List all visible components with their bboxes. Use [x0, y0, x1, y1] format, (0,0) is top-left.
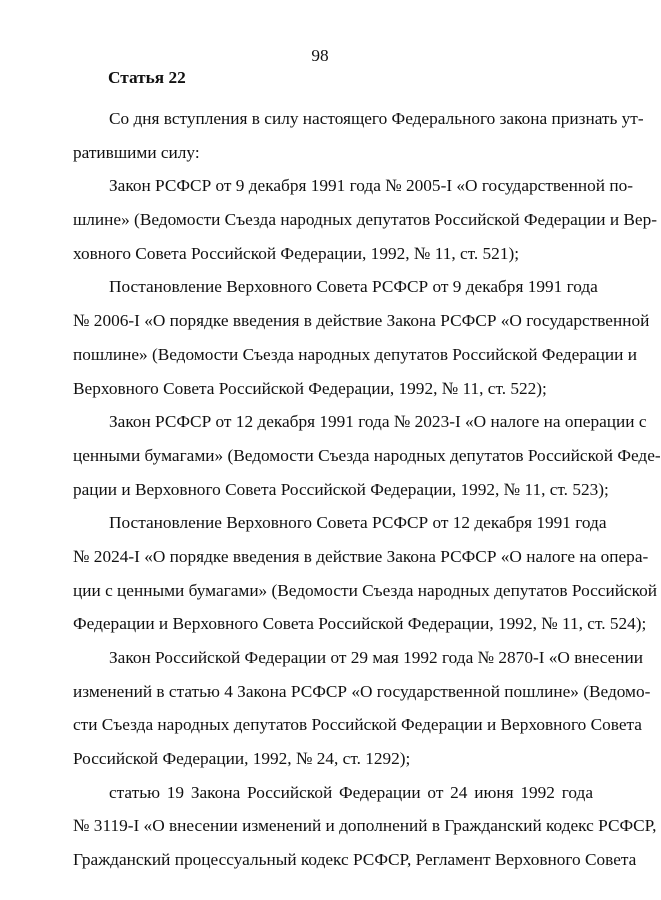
- text-line: Закон Российской Федерации от 29 мая 1992 года № 2870-I «О внесении: [109, 648, 644, 667]
- text-line: Российской Федерации, 1992, № 24, ст. 1292);: [73, 749, 411, 769]
- text-line: ховного Совета Российской Федерации, 1992, № 11, ст. 521);: [73, 243, 520, 263]
- text-line: Закон РСФСР от 12 декабря 1991 года № 2023-I «О налоге на операции с: [109, 412, 647, 432]
- paragraph: [73, 776, 657, 877]
- paragraph: [73, 405, 661, 506]
- text-line: Верховного Совета Российской Федерации, 1992, № 11, ст. 522);: [73, 378, 547, 398]
- text-line: № 2006-I «О порядке введения в действие Закона РСФСР «О государственной: [73, 311, 650, 331]
- article-title: Статья 22: [108, 68, 186, 87]
- body-text: [73, 102, 661, 877]
- text-line: изменений в статью 4 Закона РСФСР «О государственной пошлине» (Ведомо-: [73, 681, 651, 701]
- text-line: Со дня вступления в силу настоящего Федерального закона признать ут-: [109, 109, 644, 128]
- text-line: шлине» (Ведомости Съезда народных депутатов Российской Федерации и Вер-: [73, 210, 658, 230]
- text-line: № 3119-I «О внесении изменений и дополнений в Гражданский кодекс РСФСР,: [73, 816, 657, 836]
- text-line: ратившими силу:: [73, 142, 200, 162]
- text-line: сти Съезда народных депутатов Российской Федерации и Верховного Совета: [73, 715, 642, 735]
- text-line: Постановление Верховного Совета РСФСР от 9 декабря 1991 года: [109, 277, 598, 297]
- text-line: Закон РСФСР от 9 декабря 1991 года № 2005-I «О государственной по-: [109, 176, 633, 196]
- text-line: Постановление Верховного Совета РСФСР от 12 декабря 1991 года: [109, 513, 607, 533]
- text-line: пошлине» (Ведомости Съезда народных депутатов Российской Федерации и: [73, 344, 637, 364]
- text-line: Гражданский процессуальный кодекс РСФСР, Регламент Верховного Совета: [73, 850, 637, 870]
- paragraph: [73, 169, 658, 270]
- text-line: ценными бумагами» (Ведомости Съезда народных депутатов Российской Феде-: [73, 445, 661, 465]
- paragraph: [73, 506, 658, 641]
- text-line: статью 19 Закона Российской Федерации от 24 июня 1992 года: [109, 782, 593, 802]
- paragraph: [73, 102, 644, 169]
- text-line: № 2024-I «О порядке введения в действие Закона РСФСР «О налоге на опера-: [73, 546, 649, 566]
- paragraph: [73, 270, 650, 405]
- text-line: Федерации и Верховного Совета Российской Федерации, 1992, № 11, ст. 524);: [73, 614, 647, 634]
- text-line: ции с ценными бумагами» (Ведомости Съезда народных депутатов Российской: [73, 580, 658, 600]
- text-line: рации и Верховного Совета Российской Федерации, 1992, № 11, ст. 523);: [73, 479, 609, 499]
- paragraph: [73, 641, 651, 776]
- page-number: 98: [311, 46, 329, 65]
